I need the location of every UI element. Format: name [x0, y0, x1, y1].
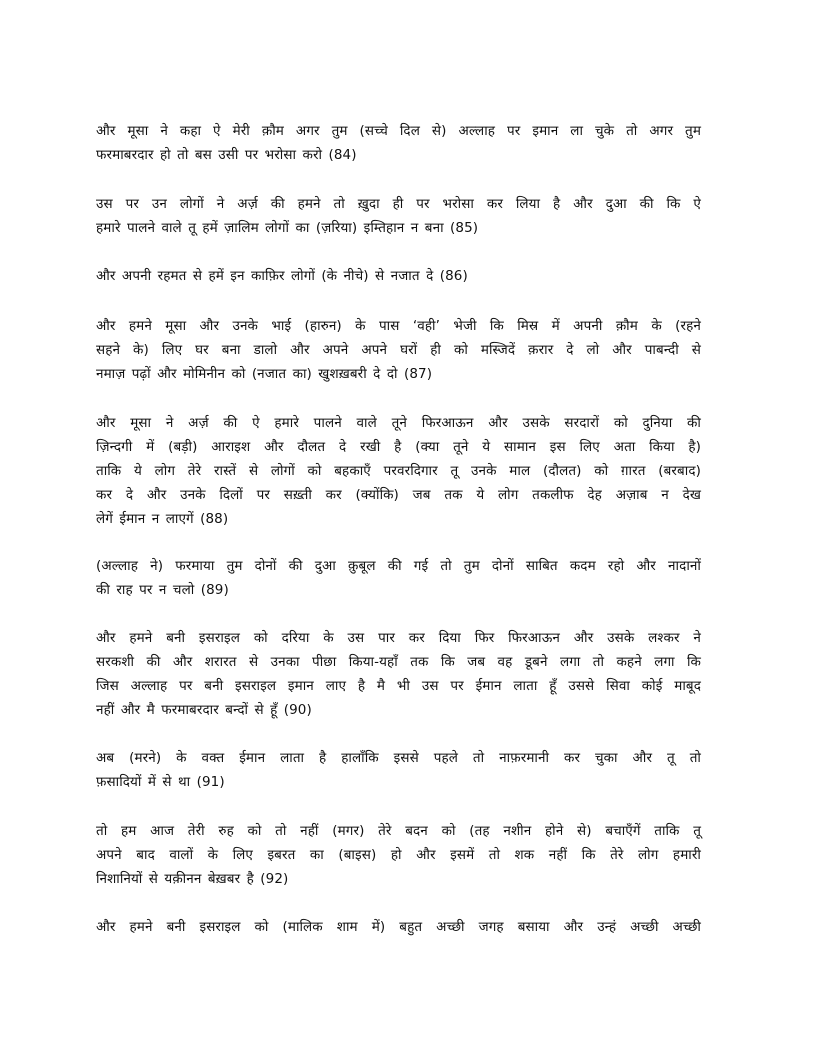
text-line: नमाज़ पढ़ों और मोमिनीन को (नजात का) खुशख़बरी दे दो (87): [96, 366, 433, 382]
verse-paragraph-85: [96, 192, 701, 240]
text-line: की राह पर न चलो (89): [96, 582, 229, 598]
verse-paragraph-92: [96, 819, 701, 891]
text-line: और हमने बनी इसराइल को (मालिक शाम में) बहुत अच्छी जगह बसाया और उन्हं अच्छी अच्छी: [96, 919, 701, 935]
verse-paragraph-93: [96, 915, 701, 939]
text-line: हमारे पालने वाले तू हमें ज़ालिम लोगों का (ज़रिया) इम्तिहान न बना (85): [96, 220, 479, 236]
text-line: निशानियों से यक़ीनन बेख़बर है (92): [96, 871, 289, 887]
text-line: (अल्लाह ने) फरमाया तुम दोनों की दुआ क़ुबूल की गई तो तुम दोनों साबित कदम रहो और नादानों: [96, 558, 701, 574]
text-line: लेगें ईमान न लाएगें (88): [96, 511, 229, 527]
text-line: फरमाबरदार हो तो बस उसी पर भरोसा करो (84): [96, 147, 357, 163]
verse-paragraph-87: [96, 314, 701, 386]
text-line: और अपनी रहमत से हमें इन काफ़िर लोगों (के नीचे) से नजात दे (86): [96, 268, 468, 284]
text-line: फ़सादियों में से था (91): [96, 774, 225, 790]
verse-paragraph-90: [96, 626, 701, 722]
text-line: अपने बाद वालों के लिए इबरत का (बाइस) हो और इसमें तो शक नहीं कि तेरे लोग हमारी: [96, 847, 701, 863]
text-line: सरकशी की और शरारत से उनका पीछा किया-यहाँ तक कि जब वह डूबने लगा तो कहने लगा कि: [96, 654, 701, 670]
text-line: अब (मरने) के वक्त ईमान लाता है हालाँकि इससे पहले तो नाफ़रमानी कर चुका और तू तो: [96, 750, 701, 766]
text-line: नहीं और मै फरमाबरदार बन्दों से हूँ (90): [96, 702, 312, 718]
text-line: और हमने मूसा और उनके भाई (हारुन) के पास ‘वही’ भेजी कि मिस्र में अपनी क़ौम के (रहने: [96, 318, 701, 334]
verse-paragraph-86: [96, 264, 701, 288]
verse-paragraph-88: [96, 411, 701, 531]
text-line: तो हम आज तेरी रुह को तो नहीं (मगर) तेरे बदन को (तह नशीन होने से) बचाएँगें ताकि तू: [96, 823, 701, 839]
text-line: और हमने बनी इसराइल को दरिया के उस पार कर दिया फिर फिरआऊन और उसके लश्कर ने: [96, 630, 701, 646]
text-line: ज़िन्दगी में (बड़ी) आराइश और दौलत दे रखी है (क्या तूने ये सामान इस लिए अता किया है): [96, 439, 701, 455]
text-line: ताकि ये लोग तेरे रास्तें से लोगों को बहकाएँ परवरदिगार तू उनके माल (दौलत) को ग़ारत (बरबाद): [96, 463, 701, 479]
text-line: उस पर उन लोगों ने अर्ज़ की हमने तो ख़ुदा ही पर भरोसा कर लिया है और दुआ की कि ऐ: [96, 196, 701, 212]
text-line: कर दे और उनके दिलों पर सख़्ती कर (क्योंकि) जब तक ये लोग तकलीफ देह अज़ाब न देख: [96, 487, 701, 503]
text-line: और मूसा ने कहा ऐ मेरी क़ौम अगर तुम (सच्चे दिल से) अल्लाह पर इमान ला चुके तो अगर तुम: [96, 123, 701, 139]
verse-paragraph-91: [96, 746, 701, 794]
verse-paragraph-84: [96, 119, 701, 167]
text-line: सहने के) लिए घर बना डालो और अपने अपने घरों ही को मस्जिदें क़रार दे लो और पाबन्दी से: [96, 342, 701, 358]
verse-paragraph-89: [96, 554, 701, 602]
text-line: जिस अल्लाह पर बनी इसराइल इमान लाए है मै भी उस पर ईमान लाता हूँ उससे सिवा कोई माबूद: [96, 678, 701, 694]
text-line: और मूसा ने अर्ज़ की ऐ हमारे पालने वाले तूने फिरआऊन और उसके सरदारों को दुनिया की: [96, 415, 701, 431]
